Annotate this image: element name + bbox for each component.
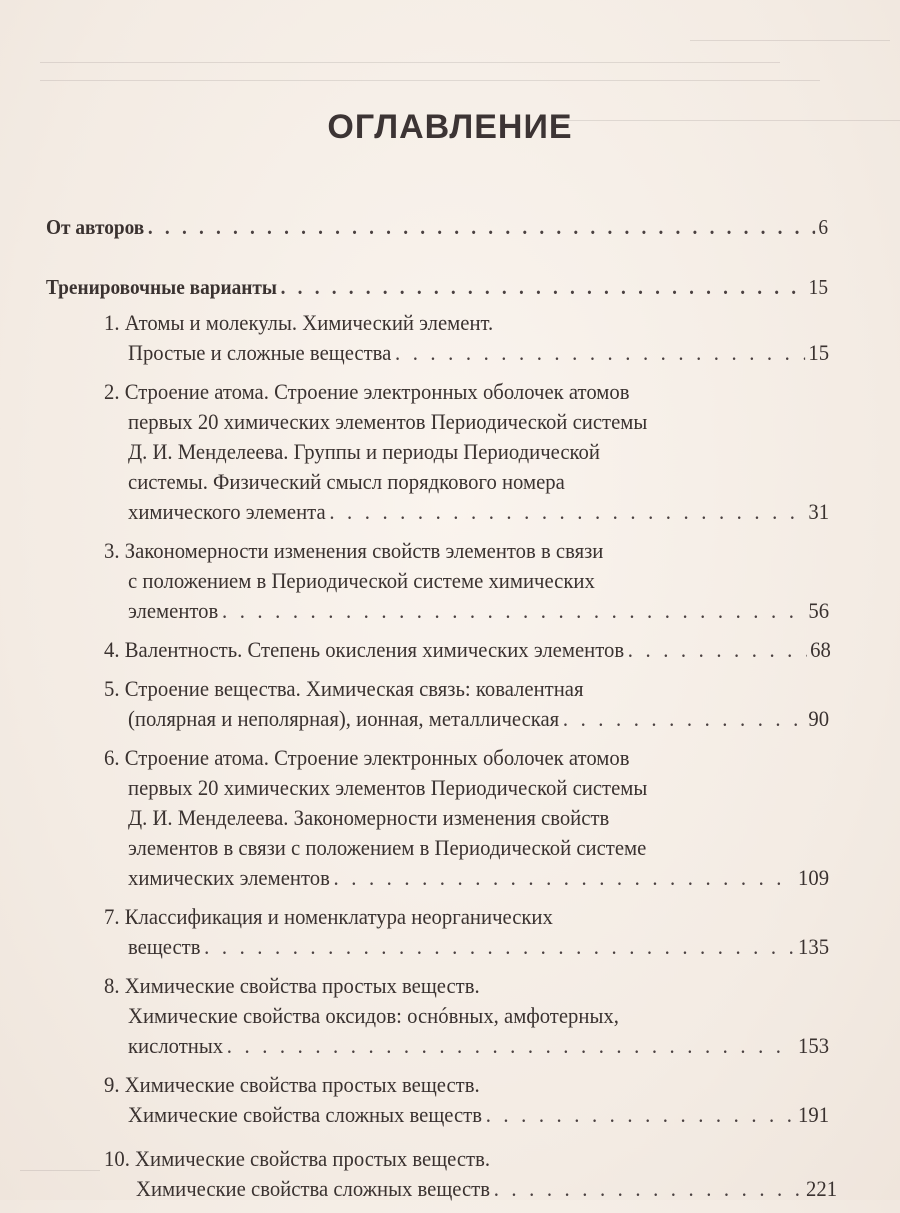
toc-entry-line: кислотных — [128, 1033, 224, 1058]
toc-entry-line: Химические свойства сложных веществ — [136, 1176, 491, 1201]
toc-entry-7[interactable] — [46, 902, 828, 962]
toc-section-label: От авторов — [46, 215, 145, 239]
toc-entry-8[interactable] — [46, 971, 828, 1061]
dot-leader — [329, 497, 804, 527]
dot-leader — [563, 704, 805, 734]
toc-entry-line: 4. Валентность. Степень окисления химических элементов — [104, 637, 625, 662]
toc-entry-5[interactable] — [46, 674, 828, 734]
page-number: 15 — [808, 340, 830, 365]
dot-leader — [222, 596, 805, 626]
toc-section-authors[interactable] — [46, 212, 828, 242]
table-of-contents — [46, 212, 838, 1213]
toc-entry-line: элементов — [128, 598, 219, 623]
toc-entry-line: веществ — [128, 934, 201, 959]
toc-entry-line: 5. Строение вещества. Химическая связь: ковалентная — [104, 676, 584, 701]
dot-leader — [148, 212, 815, 242]
toc-entry-line: 8. Химические свойства простых веществ. — [104, 973, 480, 998]
toc-entry-line: химического элемента — [128, 499, 326, 524]
toc-entry-line: 6. Строение атома. Строение электронных оболочек атомов — [104, 745, 630, 770]
toc-entry-line: первых 20 химических элементов Периодической системы — [128, 775, 648, 800]
toc-entry-line: 2. Строение атома. Строение электронных оболочек атомов — [104, 379, 630, 404]
toc-entry-9[interactable] — [46, 1070, 828, 1130]
toc-entry-line: химических элементов — [128, 865, 330, 890]
page-number: 153 — [797, 1033, 830, 1058]
toc-entry-line: Химические свойства сложных веществ — [128, 1102, 483, 1127]
toc-entry-line: Химические свойства оксидов: оснóвных, амфотерных, — [128, 1003, 619, 1028]
toc-entry-line: первых 20 химических элементов Периодической системы — [128, 409, 648, 434]
page-number: 31 — [808, 499, 830, 524]
page-number: 109 — [797, 865, 830, 890]
toc-entry-10[interactable] — [46, 1144, 838, 1204]
toc-entry-line: 7. Классификация и номенклатура неорганических — [104, 904, 553, 929]
toc-section-label: Тренировочные варианты — [46, 275, 277, 299]
toc-entry-line: Д. И. Менделеева. Закономерности изменения свойств — [128, 805, 610, 830]
dot-leader — [486, 1100, 795, 1130]
page-number: 68 — [810, 637, 831, 662]
toc-section-training-variants[interactable] — [46, 272, 828, 302]
toc-entry-line: 10. Химические свойства простых веществ. — [104, 1146, 491, 1171]
page-number: 6 — [818, 215, 828, 239]
page-title: ОГЛАВЛЕНИЕ — [327, 107, 573, 146]
dot-leader — [204, 932, 794, 962]
toc-entry-2[interactable] — [46, 377, 828, 527]
dot-leader — [395, 338, 805, 368]
dot-leader — [227, 1031, 795, 1061]
dot-leader — [281, 272, 805, 302]
toc-entry-line: 3. Закономерности изменения свойств элементов в связи — [104, 538, 604, 563]
page-number: 56 — [808, 598, 830, 623]
page-number: 191 — [797, 1102, 830, 1127]
page-number: 15 — [808, 275, 828, 299]
page-number: 221 — [805, 1176, 838, 1201]
toc-entry-line: 1. Атомы и молекулы. Химический элемент. — [104, 310, 494, 335]
page-number: 90 — [808, 706, 830, 731]
toc-entry-1[interactable] — [46, 308, 828, 368]
toc-entry-line: с положением в Периодической системе химических — [128, 568, 595, 593]
dot-leader — [628, 635, 807, 665]
toc-entry-line: Простые и сложные вещества — [128, 340, 392, 365]
dot-leader — [334, 863, 795, 893]
toc-entry-4[interactable] — [46, 635, 831, 665]
toc-entry-line: (полярная и неполярная), ионная, металлическая — [128, 706, 560, 731]
toc-entry-line: 9. Химические свойства простых веществ. — [104, 1072, 480, 1097]
toc-entry-line: Д. И. Менделеева. Группы и периоды Периодической — [128, 439, 600, 464]
toc-entry-line: элементов в связи с положением в Периодической системе — [128, 835, 647, 860]
toc-entry-3[interactable] — [46, 536, 828, 626]
toc-entry-line: системы. Физический смысл порядкового номера — [128, 469, 565, 494]
page-number: 135 — [797, 934, 830, 959]
toc-entry-6[interactable] — [46, 743, 828, 893]
